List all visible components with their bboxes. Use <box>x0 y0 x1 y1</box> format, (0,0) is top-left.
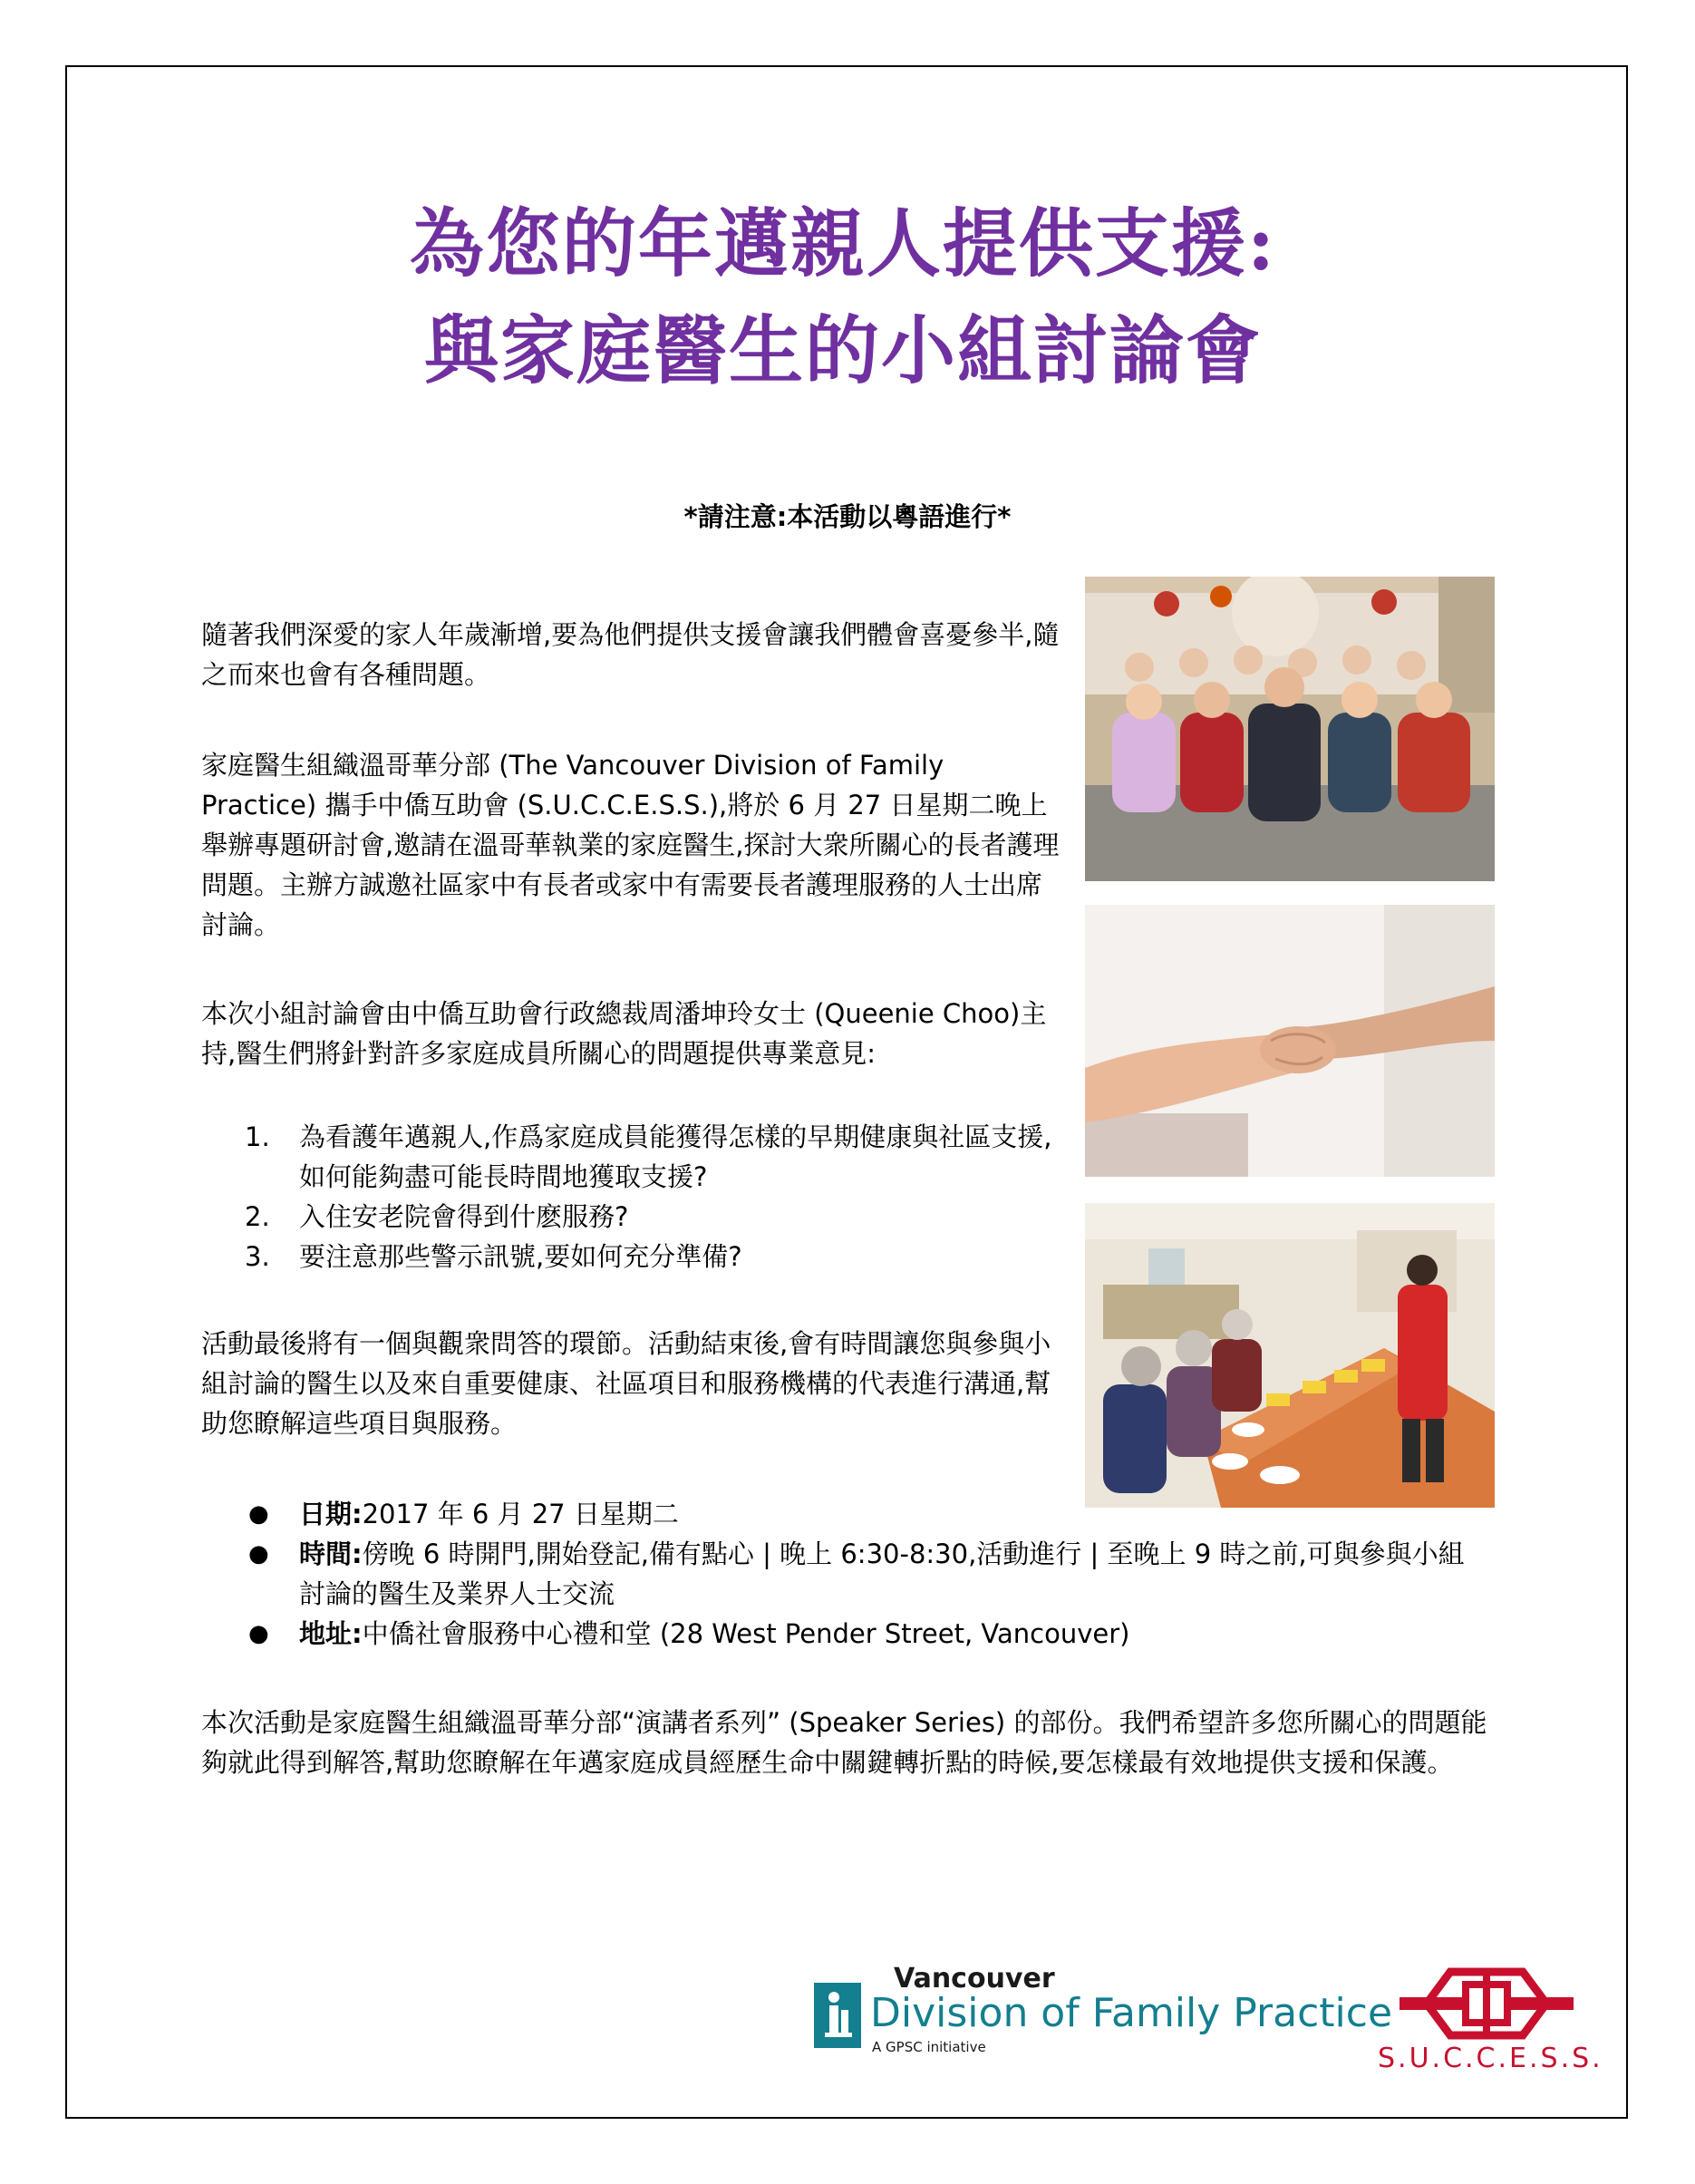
detail-value: 中僑社會服務中心禮和堂 (28 West Pender Street, Vancouver) <box>362 1618 1130 1649</box>
list-item <box>245 1117 1061 1197</box>
vdfp-logo-city: Vancouver <box>894 1963 1055 1995</box>
list-number: 1. <box>245 1121 270 1152</box>
qa-paragraph: 活動最後將有一個與觀衆問答的環節。活動結束後,會有時間讓您與參與小組討論的醫生以及來自重要健康、社區項目和服務機構的代表進行溝通,幫助您瞭解這些項目與服務。 <box>201 1328 1051 1439</box>
detail-label: 時間: <box>299 1539 363 1569</box>
list-item <box>245 1197 1061 1237</box>
success-logo-icon <box>1378 1963 1595 2044</box>
bullet-icon: ● <box>248 1500 269 1528</box>
group-photo <box>1085 577 1495 881</box>
detail-value: 傍晚 6 時開門,開始登記,備有點心 | 晚上 6:30-8:30,活動進行 | 至晚上 9 時之前,可與參與小組討論的醫生及業界人士交流 <box>299 1539 1465 1609</box>
vdfp-logo <box>814 1963 1393 2055</box>
title-line-2: 與家庭醫生的小組討論會 <box>423 307 1262 394</box>
detail-address <box>245 1614 1477 1654</box>
bullet-icon: ● <box>248 1540 269 1568</box>
hands-photo <box>1085 905 1495 1177</box>
detail-label: 日期: <box>299 1499 363 1529</box>
detail-label: 地址: <box>299 1618 363 1649</box>
closing-paragraph: 本次活動是家庭醫生組織溫哥華分部“演講者系列” (Speaker Series) 的部份。我們希望許多您所關心的問題能夠就此得到解答,幫助您瞭解在年邁家庭成員經歷生命中關鍵轉折點的時候,要怎樣最有效地提供支援和保護。 <box>201 1707 1487 1778</box>
success-logo-text: S.U.C.C.E.S.S. <box>1378 2043 1603 2074</box>
question-list <box>245 1117 1061 1276</box>
activity-photo <box>1085 1203 1495 1508</box>
vdfp-logo-tagline: A GPSC initiative <box>872 2039 986 2055</box>
question-text: 為看護年邁親人,作爲家庭成員能獲得怎樣的早期健康與社區支援,如何能夠盡可能長時間地獲取支援? <box>299 1121 1052 1192</box>
organizers-paragraph: 家庭醫生組織溫哥華分部 (The Vancouver Division of Family Practice) 攜手中僑互助會 (S.U.C.C.E.S.S.),將於 6 月 27 日星期二晚上舉辦專題研討會,邀請在溫哥華執業的家庭醫生,探討大衆所關心的長者護理問題。主辦方誠邀社區家中有長者或家中有需要長者護理服務的人士出席討論。 <box>201 750 1060 940</box>
intro-paragraph: 隨著我們深愛的家人年歲漸增,要為他們提供支援會讓我們體會喜憂參半,隨之而來也會有各種問題。 <box>201 619 1060 690</box>
event-details-list <box>245 1494 1477 1654</box>
detail-time <box>245 1534 1477 1614</box>
vdfp-logo-icon <box>814 1983 861 2048</box>
title-line-1: 為您的年邁親人提供支援: <box>409 200 1277 287</box>
detail-value: 2017 年 6 月 27 日星期二 <box>362 1499 679 1529</box>
language-notice: *請注意:本活動以粵語進行* <box>683 501 1012 532</box>
bullet-icon: ● <box>248 1620 269 1647</box>
panel-paragraph: 本次小組討論會由中僑互助會行政總裁周潘坤玲女士 (Queenie Choo)主持,醫生們將針對許多家庭成員所關心的問題提供專業意見: <box>201 998 1047 1069</box>
list-item <box>245 1237 1061 1276</box>
question-text: 要注意那些警示訊號,要如何充分準備? <box>299 1241 742 1272</box>
question-text: 入住安老院會得到什麽服務? <box>299 1201 629 1232</box>
list-number: 2. <box>245 1201 270 1232</box>
success-logo <box>1378 1963 1603 2081</box>
list-number: 3. <box>245 1241 270 1272</box>
vdfp-logo-name: Division of Family Practice <box>870 1990 1393 2036</box>
